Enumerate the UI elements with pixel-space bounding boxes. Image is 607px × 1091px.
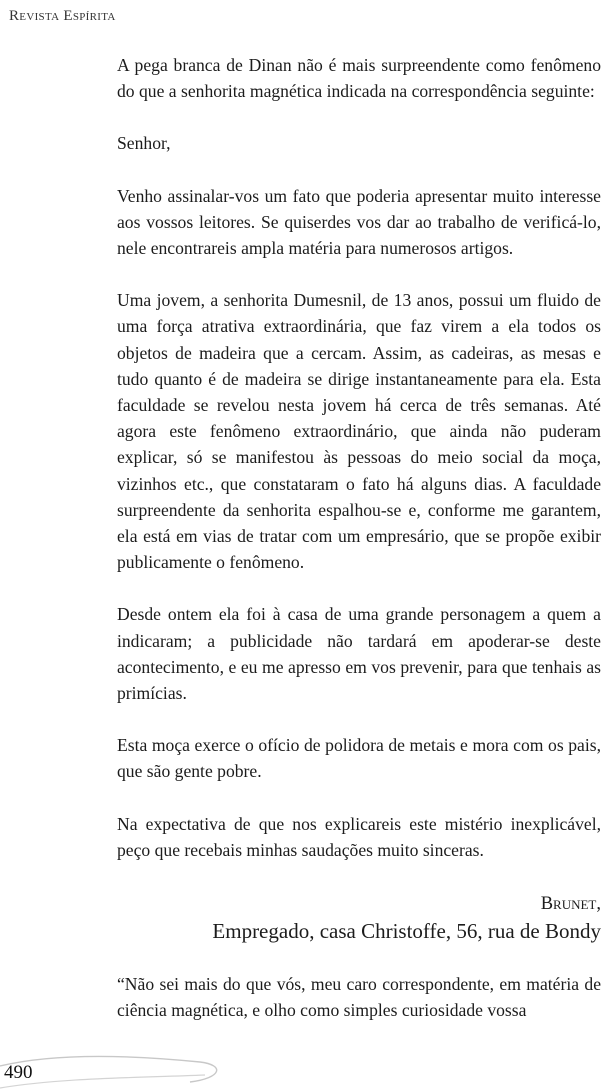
page-number: 490	[4, 1062, 33, 1083]
page-body	[117, 52, 601, 1024]
signature-info: Empregado, casa Christoffe, 56, rua de Bondy	[212, 919, 601, 944]
intro-paragraph: A pega branca de Dinan não é mais surpreendente como fenômeno do que a senhorita magnética indicada na correspondência seguinte:	[117, 55, 601, 102]
letter-paragraph: Venho assinalar-vos um fato que poderia apresentar muito interesse aos vossos leitores. Se quiserdes vos dar ao trabalho de verificá-lo, nele encontrareis ampla matéria para numerosos artigos.	[117, 185, 601, 259]
letter-paragraph: Desde ontem ela foi à casa de uma grande personagem a quem a indicaram; a publicidade não tardará em apoderar-se deste acontecimento, e eu me apresso em vos prevenir, para que tenhais as primícias.	[117, 604, 601, 704]
reply-paragraph: “Não sei mais do que vós, meu caro correspondente, em matéria de ciência magnética, e olho como simples curiosidade vossa	[117, 974, 601, 1021]
signature-name: Brunet,	[540, 894, 601, 915]
letter-salutation: Senhor,	[117, 133, 171, 154]
letter-paragraph: Esta moça exerce o ofício de polidora de metais e mora com os pais, que são gente pobre.	[117, 735, 601, 782]
footer-ornament	[0, 1052, 230, 1091]
running-head: Revista Espírita	[9, 8, 116, 24]
letter-paragraph: Na expectativa de que nos explicareis este mistério inexplicável, peço que recebais minhas saudações muito sinceras.	[117, 813, 601, 860]
letter-paragraph: Uma jovem, a senhorita Dumesnil, de 13 anos, possui um fluido de uma força atrativa extraordinária, que faz virem a ela todos os objetos de madeira que a cercam. Assim, as cadeiras, as mesas e tudo quanto é de madeira se dirige instantaneamente para ela. Esta faculdade se revelou nesta jovem há cerca de três semanas. Até agora este fenômeno extraordinário, que ainda não puderam explicar, só se manifestou às pessoas do meio social da moça, vizinhos etc., que constataram o fato há alguns dias. A faculdade surpreendente da senhorita espalhou-se e, conforme me garantem, ela está em vias de tratar com um empresário, que se propõe exibir publicamente o fenômeno.	[117, 290, 601, 573]
